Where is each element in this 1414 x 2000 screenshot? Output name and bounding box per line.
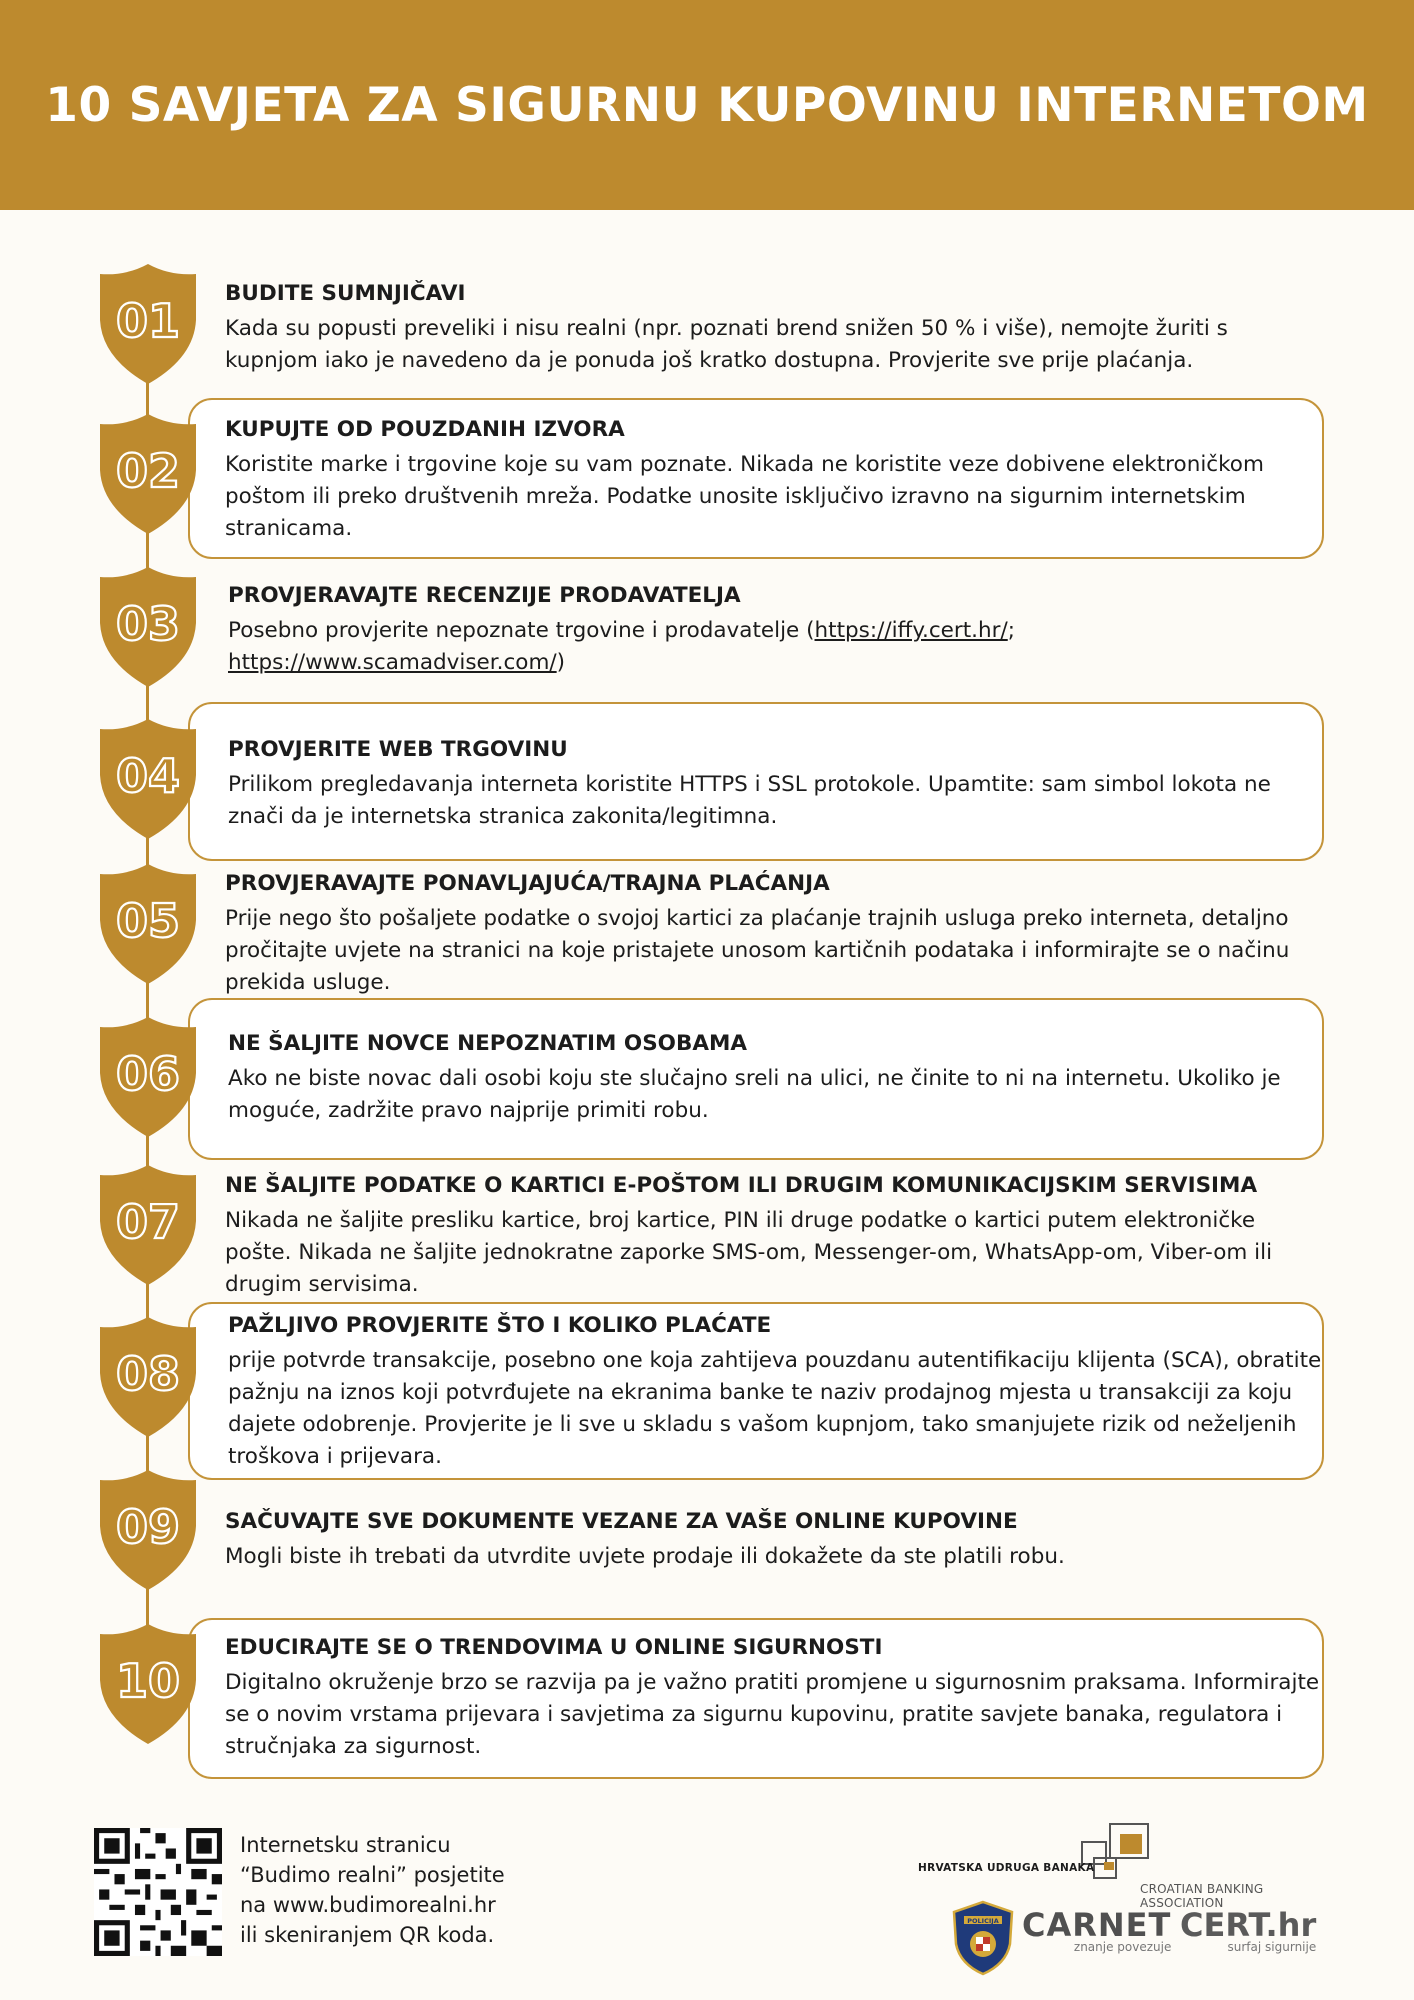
tip-body: Nikada ne šaljite presliku kartice, broj kartice, PIN ili druge podatke o kartici putem elektroničke pošte. Nikada ne šaljite jednokratne zaporke SMS-om, Messenger-om, WhatsApp-om, Viber-om ili drugim servisima. — [225, 1208, 1273, 1297]
number-shield-icon — [92, 262, 204, 386]
tip-number: 03 — [115, 597, 181, 651]
tip-08 — [228, 1310, 1328, 1473]
tip-title: PROVJERAVAJTE PONAVLJAJUĆA/TRAJNA PLAĆANJA — [225, 871, 830, 896]
number-shield-icon — [92, 862, 204, 986]
tip-body: prije potvrde transakcije, posebno one koja zahtijeva pouzdanu autentifikaciju klijenta (SCA), obratite pažnju na iznos koji potvrđujete na ekranima banke te naziv prodajnog mjesta u transakciji za koju dajete odobrenje. Provjerite je li sve u skladu s vašom kupnjom, tako smanjujete rizik od neželjenih troškova i prijevara. — [228, 1348, 1322, 1469]
tip-body: Prije nego što pošaljete podatke o svojoj kartici za plaćanje trajnih usluga preko interneta, detaljno pročitajte uvjete na stranici na koje pristajete unosom kartičnih podataka i informirajte se o načinu prekida usluge. — [225, 906, 1290, 995]
tip-title: PROVJERAVAJTE RECENZIJE PRODAVATELJA — [228, 583, 741, 608]
number-shield-icon — [92, 565, 204, 689]
header-banner — [0, 0, 1414, 210]
tip-number: 08 — [115, 1347, 181, 1401]
number-shield-icon — [92, 717, 204, 841]
tip-title: NE ŠALJITE PODATKE O KARTICI E-POŠTOM ILI DRUGIM KOMUNIKACIJSKIM SERVISIMA — [225, 1173, 1258, 1198]
tip-body: Prilikom pregledavanja interneta koristite HTTPS i SSL protokole. Upamtite: sam simbol lokota ne znači da je internetska stranica zakonita/legitimna. — [228, 772, 1271, 829]
footer-line: Internetsku stranicu — [240, 1833, 451, 1857]
number-shield-icon — [92, 1622, 204, 1746]
tip-number: 01 — [115, 294, 181, 348]
tip-title: PAŽLJIVO PROVJERITE ŠTO I KOLIKO PLAĆATE — [228, 1313, 772, 1338]
tip-body: Mogli biste ih trebati da utvrdite uvjete prodaje ili dokažete da ste platili robu. — [225, 1544, 1065, 1569]
tip-number: 06 — [115, 1047, 181, 1101]
iffy-link[interactable]: https://iffy.cert.hr/ — [814, 618, 1008, 643]
tip-title: KUPUJTE OD POUZDANIH IZVORA — [225, 417, 625, 442]
carnet-tagline: znanje povezuje — [1073, 1940, 1172, 1954]
cert-tagline: surfaj sigurnije — [1227, 1940, 1317, 1954]
number-shield-icon — [92, 1315, 204, 1439]
page-title: 10 SAVJETA ZA SIGURNU KUPOVINU INTERNETOM — [45, 77, 1369, 133]
tip-03 — [228, 580, 1328, 679]
carnet-name: CARNET — [1022, 1906, 1172, 1944]
scamadviser-link[interactable]: https://www.scamadviser.com/ — [228, 650, 557, 675]
footer-line: ili skeniranjem QR koda. — [240, 1923, 495, 1947]
number-shield-icon — [92, 1015, 204, 1139]
tip-body-prefix: Posebno provjerite nepoznate trgovine i prodavatelje ( — [228, 618, 815, 643]
number-shield-icon — [92, 1468, 204, 1592]
tip-06 — [228, 1028, 1328, 1127]
tip-07 — [225, 1170, 1325, 1301]
tip-number: 05 — [115, 894, 181, 948]
tip-09 — [225, 1506, 1325, 1573]
tip-title: BUDITE SUMNJIČAVI — [225, 281, 466, 306]
tip-number: 07 — [115, 1195, 181, 1249]
tip-title: NE ŠALJITE NOVCE NEPOZNATIM OSOBAMA — [228, 1031, 748, 1056]
tip-body: Koristite marke i trgovine koje su vam poznate. Nikada ne koristite veze dobivene elektroničkom poštom ili preko društvenih mreža. Podatke unosite isključivo izravno na sigurnim internetskim stranicama. — [225, 452, 1264, 541]
cert-logo — [1180, 1906, 1316, 1954]
tip-title: SAČUVAJTE SVE DOKUMENTE VEZANE ZA VAŠE ONLINE KUPOVINE — [225, 1509, 1018, 1534]
tip-number: 10 — [115, 1654, 181, 1708]
qr-code-icon[interactable] — [94, 1828, 222, 1956]
hub-subtitle: CROATIAN BANKING ASSOCIATION — [1140, 1882, 1264, 1910]
police-label: POLICIJA — [967, 1917, 999, 1925]
link-separator: ; — [1007, 618, 1015, 643]
hub-logo — [918, 1822, 1338, 1910]
tip-title: PROVJERITE WEB TRGOVINU — [228, 737, 568, 762]
tip-number: 04 — [115, 749, 181, 803]
police-badge-icon — [950, 1900, 1016, 1976]
tip-body: Kada su popusti preveliki i nisu realni (npr. poznati brend snižen 50 % i više), nemojte žuriti s kupnjom iako je navedeno da je ponuda još kratko dostupna. Provjerite sve prije plaćanja. — [225, 316, 1228, 373]
tip-body: Digitalno okruženje brzo se razvija pa je važno pratiti promjene u sigurnosnim praksama. Informirajte se o novim vrstama prijevara i savjetima za sigurnu kupovinu, pratite savjete banaka, regulatora i stručnjaka za sigurnost. — [225, 1670, 1320, 1759]
tip-body: Ako ne biste novac dali osobi koju ste slučajno sreli na ulici, ne činite to ni na internetu. Ukoliko je moguće, zadržite pravo najprije primiti robu. — [228, 1066, 1281, 1123]
tip-05 — [225, 868, 1325, 999]
cert-name: CERT.hr — [1180, 1906, 1317, 1944]
footer-info — [240, 1830, 505, 1950]
carnet-logo — [1022, 1906, 1171, 1954]
tip-01 — [225, 278, 1325, 377]
tip-02 — [225, 414, 1325, 545]
tip-number: 02 — [115, 444, 181, 498]
tip-body-suffix: ) — [556, 650, 566, 675]
tip-number: 09 — [115, 1500, 181, 1554]
tip-10 — [225, 1632, 1325, 1763]
footer-line: na www.budimorealni.hr — [240, 1893, 496, 1917]
tip-body — [228, 615, 1328, 679]
number-shield-icon — [92, 1163, 204, 1287]
tip-title: EDUCIRAJTE SE O TRENDOVIMA U ONLINE SIGURNOSTI — [225, 1635, 883, 1660]
number-shield-icon — [92, 412, 204, 536]
footer-line: “Budimo realni” posjetite — [240, 1863, 505, 1887]
hub-name: HRVATSKA UDRUGA BANAKA — [918, 1862, 1095, 1874]
tip-04 — [228, 734, 1328, 833]
